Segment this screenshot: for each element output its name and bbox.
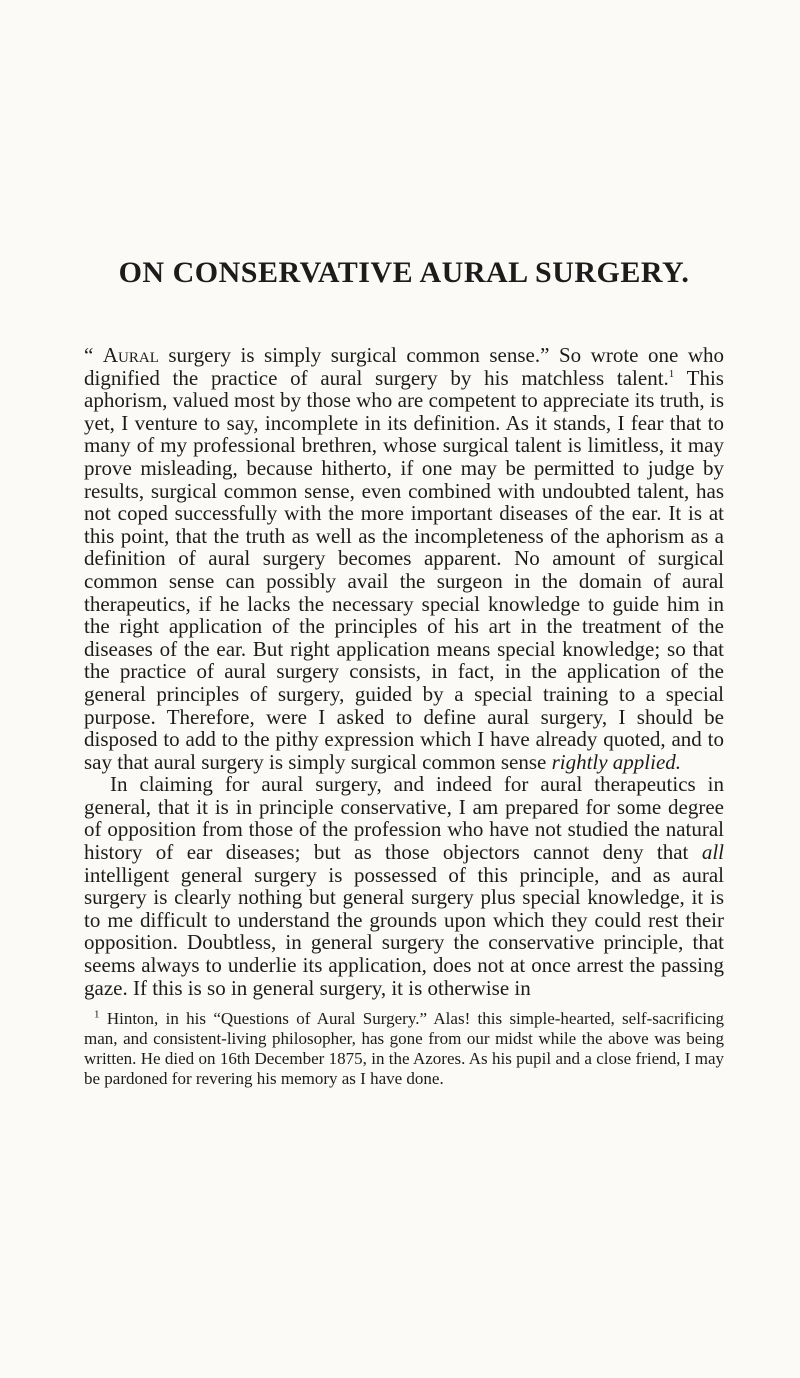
chapter-title: ON CONSERVATIVE AURAL SURGERY.	[118, 256, 690, 289]
open-quote: “	[84, 343, 103, 367]
book-page	[84, 258, 724, 1089]
paragraph-2-text-a: In claiming for aural surgery, and indeed for aural therapeutics in general, that it is in principle conservative, I am prepared for some degree of opposition from those of the profession who have not studied the natural history of ear diseases; but as those objectors cannot deny that	[84, 772, 724, 865]
paragraph-1-text-b: This aphorism, valued most by those who are competent to appreciate its truth, is yet, I venture to say, incomplete in its definition. As it stands, I fear that to many of my professional brethren, whose surgical talent is limitless, it may prove misleading, because hitherto, if one may be permitted to judge by results, surgical common sense, even combined with undoubted talent, has not coped successfully with the more important diseases of the ear. It is at this point, that the truth as well as the incompleteness of the aphorism as a definition of aural surgery becomes apparent. No amount of surgical common sense can possibly avail the surgeon in the domain of aural therapeutics, if he lacks the necessary special knowledge to guide him in the right application of the principles of his art in the treatment of the diseases of the ear. But right application means special knowledge; so that the practice of aural surgery consists, in fact, in the application of the general principles of surgery, guided by a special training to a special purpose. Therefore, were I asked to define aural surgery, I should be disposed to add to the pithy expression which I have already quoted, and to say that aural surgery is simply surgical common sense	[84, 365, 724, 774]
paragraph-2-text-b: intelligent general surgery is possessed of this principle, and as aural surgery is clearly nothing but general surgery plus special knowledge, it is to me difficult to understand the grounds upon which they could rest their opposition. Doubtless, in general surgery the conservative principle, that seems always to underlie its application, does not at once arrest the passing gaze. If this is so in general surgery, it is otherwise in	[84, 862, 724, 1000]
footnote-reference: 1	[668, 367, 675, 380]
paragraph-2-emphasis: all	[701, 840, 724, 865]
footnote-mark: 1	[94, 1008, 100, 1021]
footnote	[84, 1009, 724, 1089]
footnote-text: Hinton, in his “Questions of Aural Surgery.” Alas! this simple-hearted, self-sacrificing man, and consistent-living philosopher, has gone from our midst while the above was being written. He died on 16th December 1875, in the Azores. As his pupil and a close friend, I may be pardoned for revering his memory as I have done.	[84, 1009, 724, 1089]
paragraph-1	[84, 344, 724, 773]
paragraph-1-emphasis: rightly applied.	[551, 749, 682, 774]
paragraph-1-text-a: surgery is simply surgical common sense.” So wrote one who dignified the practice of aural surgery by his matchless talent.	[84, 343, 725, 390]
lead-word: Aural	[102, 343, 159, 367]
paragraph-2	[84, 773, 724, 999]
